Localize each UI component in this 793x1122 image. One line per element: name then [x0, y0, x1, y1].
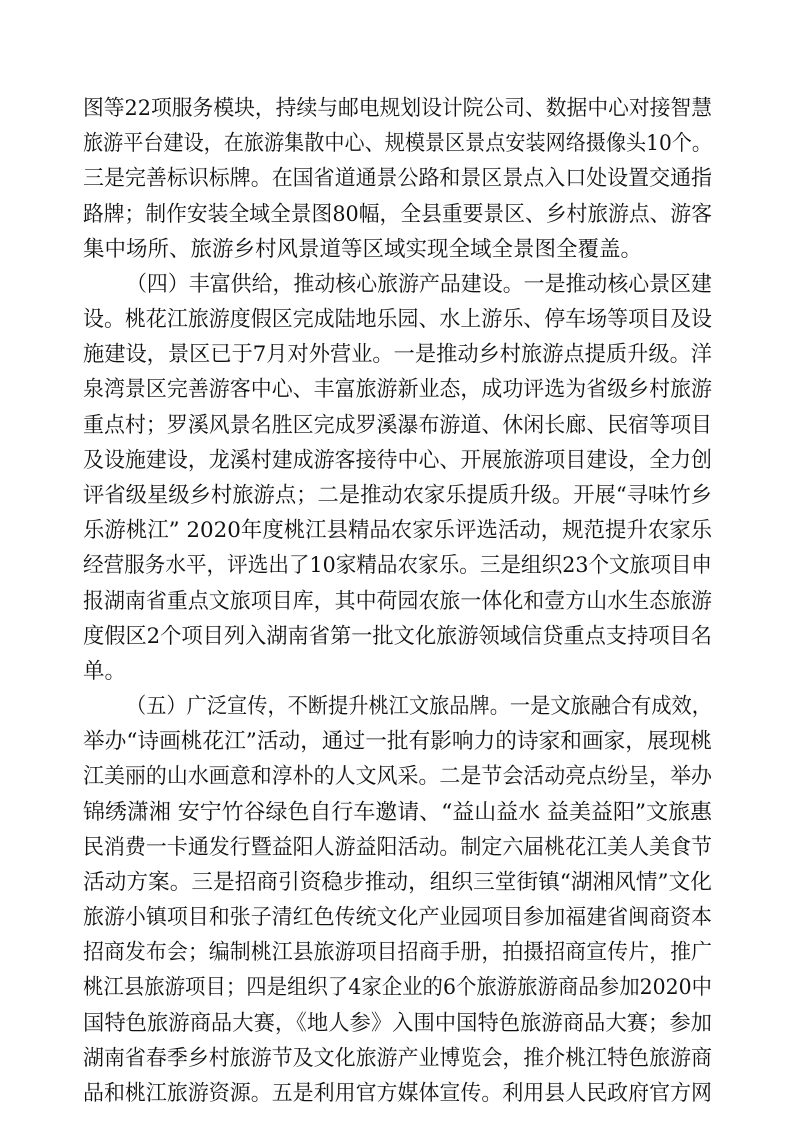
text-line-content: 桃江县旅游项目；四是组织了4家企业的6个旅游旅游商品参加2020中 [83, 975, 712, 1000]
text-line-content: 举办“诗画桃花江”活动，通过一批有影响力的诗家和画家，展现桃 [83, 729, 712, 754]
text-line-content: 江美丽的山水画意和淳朴的人文风采。二是节会活动亮点纷呈，举办 [83, 764, 713, 789]
text-line [0, 406, 793, 446]
text-line [0, 933, 793, 973]
text-line [0, 793, 793, 833]
text-line [0, 265, 793, 305]
text-line-content: 图等22项服务模块，持续与邮电规划设计院公司、数据中心对接智慧 [83, 96, 713, 121]
text-line-content: 经营服务水平，评选出了10家精品农家乐。三是组织23个文旅项目申 [83, 553, 713, 578]
text-line-content: 泉湾景区完善游客中心、丰富旅游新业态，成功评选为省级乡村旅游 [83, 377, 713, 402]
text-line [0, 370, 793, 410]
text-line-content: 湖南省春季乡村旅游节及文化旅游产业博览会，推介桃江特色旅游商 [83, 1046, 713, 1071]
text-line [0, 159, 793, 199]
text-line [0, 230, 793, 270]
text-line [0, 195, 793, 235]
text-line [0, 898, 793, 938]
text-line-content: 度假区2个项目列入湖南省第一批文化旅游领域信贷重点支持项目名 [83, 624, 713, 649]
text-line [0, 652, 793, 692]
text-line-content: 民消费一卡通发行暨益阳人游益阳活动。制定六届桃花江美人美食节 [83, 835, 713, 860]
text-line [0, 828, 793, 868]
text-line [0, 1004, 793, 1044]
text-line-content: 活动方案。三是招商引资稳步推动，组织三堂街镇“湖湘风情”文化 [83, 870, 712, 895]
text-line-content: 旅游小镇项目和张子清红色传统文化产业园项目参加福建省闽商资本 [83, 905, 713, 930]
text-line-content: 路牌；制作安装全域全景图80幅，全县重要景区、乡村旅游点、游客 [83, 202, 713, 227]
text-line [0, 546, 793, 586]
text-line [0, 476, 793, 516]
text-line-content: 集中场所、旅游乡村风景道等区域实现全域全景图全覆盖。 [83, 237, 643, 262]
text-line [0, 968, 793, 1008]
text-line-content: 品和桃江旅游资源。五是利用官方媒体宣传。利用县人民政府官方网 [83, 1081, 713, 1106]
text-line [0, 1039, 793, 1079]
text-line-content: 设。桃花江旅游度假区完成陆地乐园、水上游乐、停车场等项目及设 [83, 307, 713, 332]
text-line [0, 722, 793, 762]
text-line-content: 锦绣潇湘 安宁竹谷绿色自行车邀请、“益山益水 益美益阳”文旅惠 [83, 800, 712, 825]
text-line [0, 441, 793, 481]
text-line-content: 乐游桃江” 2020年度桃江县精品农家乐评选活动，规范提升农家乐 [83, 518, 713, 543]
text-line [0, 511, 793, 551]
text-line-content: 施建设，景区已于7月对外营业。一是推动乡村旅游点提质升级。洋 [83, 342, 713, 367]
text-line [0, 687, 793, 727]
text-line [0, 335, 793, 375]
text-line [0, 124, 793, 164]
text-line [0, 1074, 793, 1114]
text-line-content: （四）丰富供给，推动核心旅游产品建设。一是推动核心景区建 [126, 272, 713, 297]
text-line-content: 三是完善标识标牌。在国省道通景公路和景区景点入口处设置交通指 [83, 166, 713, 191]
text-line-content: 招商发布会；编制桃江县旅游项目招商手册，拍摄招商宣传片，推广 [83, 940, 713, 965]
text-line-content: 及设施建设，龙溪村建成游客接待中心、开展旅游项目建设，全力创 [83, 448, 713, 473]
text-line [0, 757, 793, 797]
text-line-content: 报湖南省重点文旅项目库，其中荷园农旅一体化和壹方山水生态旅游 [83, 589, 713, 614]
text-line [0, 582, 793, 622]
text-line-content: 评省级星级乡村旅游点；二是推动农家乐提质升级。开展“寻味竹乡 [83, 483, 712, 508]
text-line-content: 旅游平台建设，在旅游集散中心、规模景区景点安装网络摄像头10个。 [83, 131, 713, 156]
text-line-content: 国特色旅游商品大赛，《地人参》入围中国特色旅游商品大赛；参加 [83, 1011, 713, 1036]
text-line-content: 单。 [83, 659, 127, 684]
text-line [0, 300, 793, 340]
text-line [0, 89, 793, 129]
text-line [0, 863, 793, 903]
text-line-content: （五）广泛宣传，不断提升桃江文旅品牌。一是文旅融合有成效， [126, 694, 712, 719]
text-line [0, 617, 793, 657]
text-line-content: 重点村；罗溪风景名胜区完成罗溪瀑布游道、休闲长廊、民宿等项目 [83, 413, 713, 438]
